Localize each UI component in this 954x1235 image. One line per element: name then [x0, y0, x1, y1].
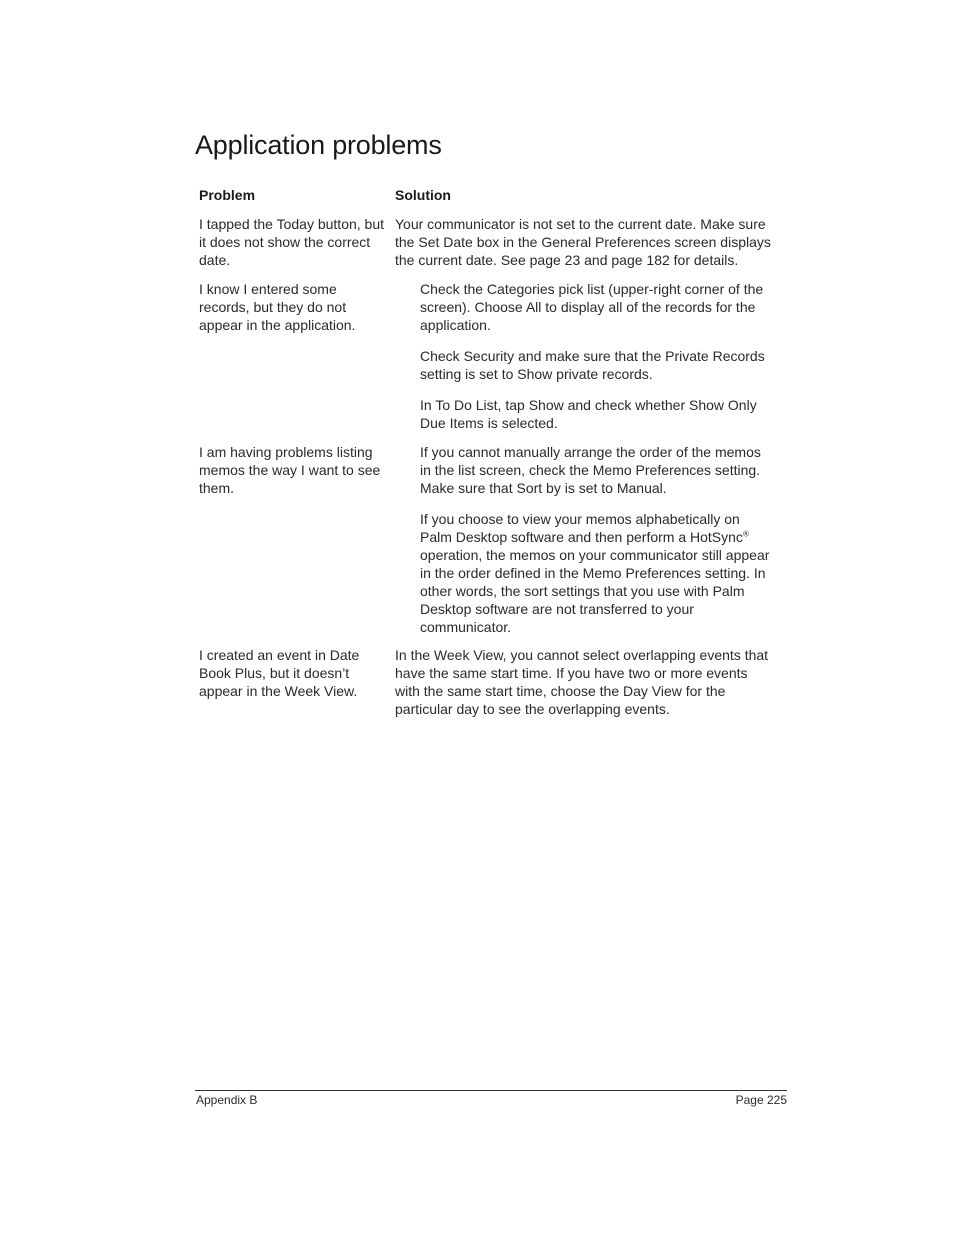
problem-cell: I created an event in Date Book Plus, but it doesn’t appear in the Week View.: [199, 647, 360, 699]
column-header-problem: Problem: [199, 187, 256, 203]
footer-page-number: Page 225: [735, 1093, 787, 1107]
solution-bullet: If you choose to view your memos alphabetically on Palm Desktop software and then perform a HotSync® operation, the memos on your communicator still appear in the order defined in the Memo Preferences setting. In other words, the sort settings that you use with Palm Desktop software are not transferred to your communicator.: [420, 511, 770, 635]
page-title: Application problems: [195, 130, 442, 160]
footer-divider: [195, 1090, 787, 1091]
problem-cell: I am having problems listing memos the way I want to see them.: [199, 444, 381, 496]
problem-cell: I tapped the Today button, but it does not show the correct date.: [199, 216, 385, 268]
solution-cell: In the Week View, you cannot select overlapping events that have the same start time. If you have two or more events with the same start time, choose the Day View for the particular day to see the overlapping events.: [395, 647, 769, 717]
solution-bullet: Check the Categories pick list (upper-right corner of the screen). Choose All to display all of the records for the application.: [420, 281, 764, 333]
solution-bullet: Check Security and make sure that the Private Records setting is set to Show private records.: [420, 348, 765, 382]
solution-bullet: If you cannot manually arrange the order of the memos in the list screen, check the Memo Preferences setting. Make sure that Sort by is set to Manual.: [420, 444, 761, 496]
solution-cell: Your communicator is not set to the current date. Make sure the Set Date box in the General Preferences screen displays the current date. See page 23 and page 182 for details.: [395, 216, 771, 268]
column-header-solution: Solution: [395, 187, 451, 203]
solution-bullet: In To Do List, tap Show and check whether Show Only Due Items is selected.: [420, 397, 757, 431]
footer-section-label: Appendix B: [196, 1093, 258, 1107]
problem-cell: I know I entered some records, but they do not appear in the application.: [199, 281, 356, 333]
